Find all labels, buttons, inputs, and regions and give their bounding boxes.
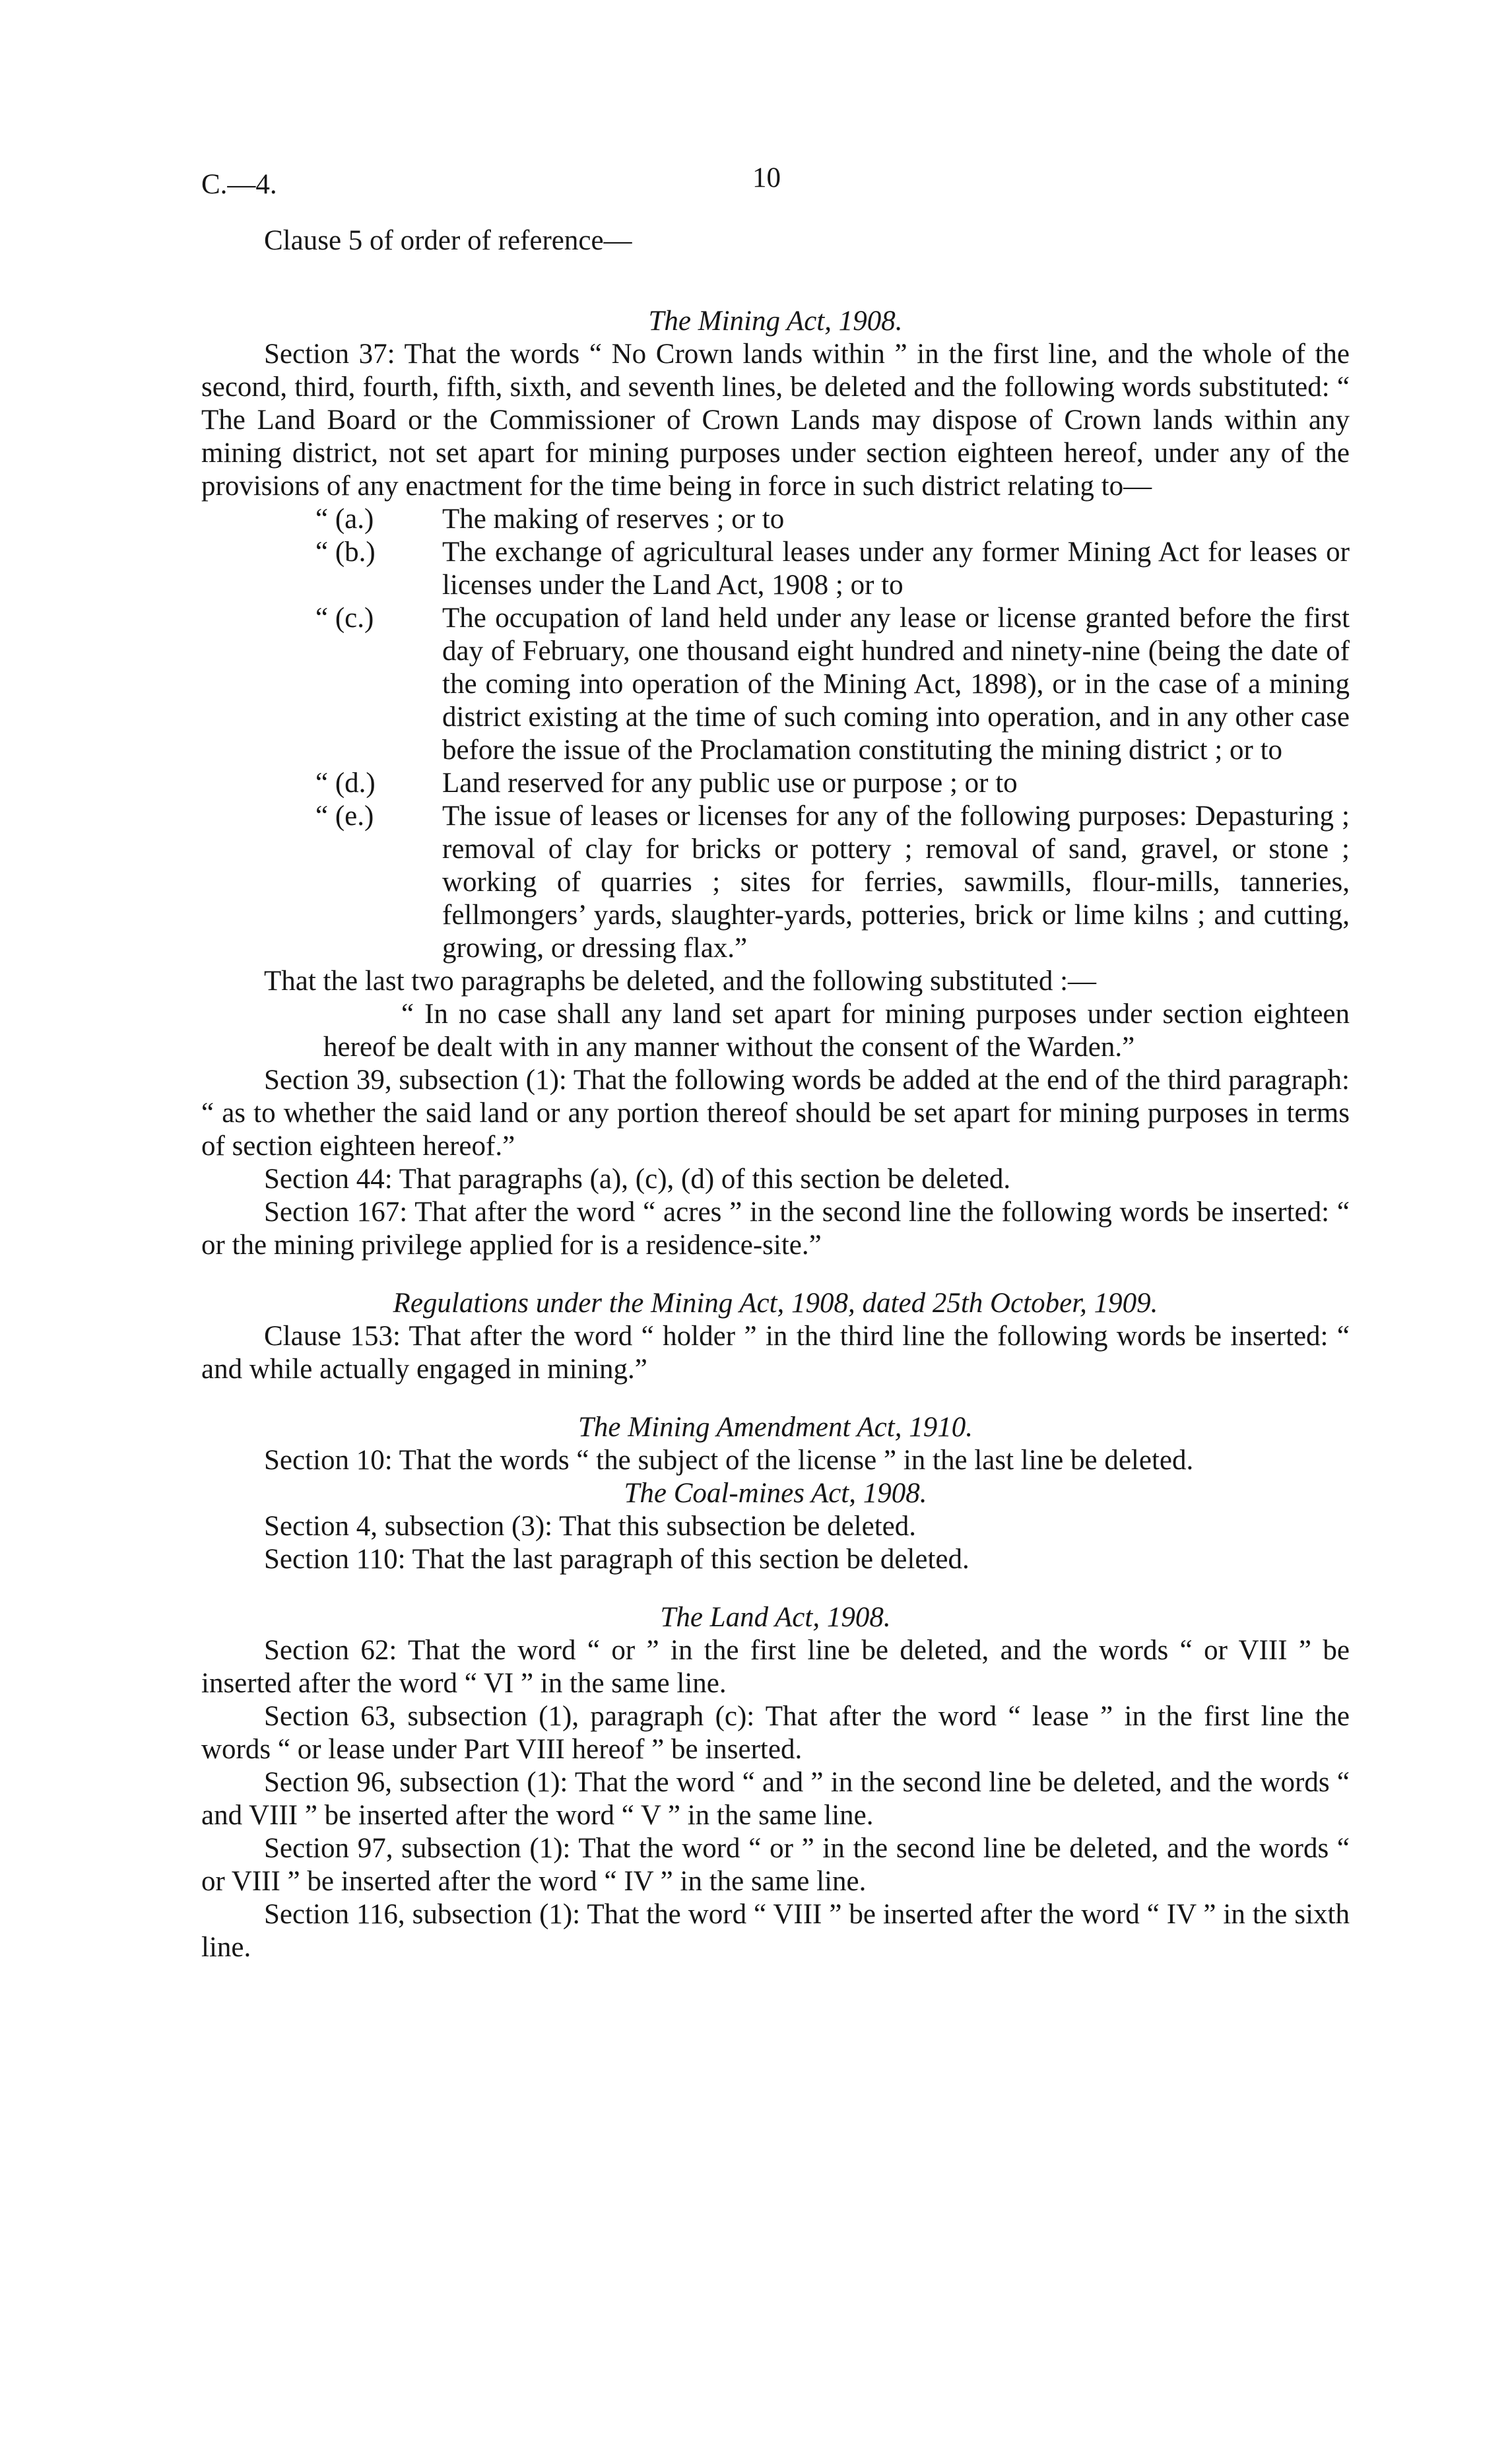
item-label: “ (a.)	[315, 504, 374, 535]
item-label: “ (c.)	[315, 603, 374, 634]
section-44: Section 44: That paragraphs (a), (c), (d) of this section be deleted.	[264, 1164, 1011, 1195]
section-96: Section 96, subsection (1): That the word “ and ” in the second line be deleted, and the words “ and VIII ” be inserted after the word “ V ” in the same line.	[201, 1767, 1350, 1831]
section-110: Section 110: That the last paragraph of this section be deleted.	[264, 1544, 970, 1575]
clause-153: Clause 153: That after the word “ holder ” in the third line the following words be inserted: “ and while actually engaged in mining.”	[201, 1321, 1350, 1385]
page-number: 10	[752, 162, 781, 193]
list-item	[201, 503, 1350, 536]
heading-mining-act: The Mining Act, 1908.	[648, 306, 903, 337]
section-167: Section 167: That after the word “ acres ” in the second line the following words be inserted: “ or the mining privilege applied for is a residence-site.”	[201, 1197, 1350, 1261]
list-item	[201, 602, 1350, 767]
clause-intro: Clause 5 of order of reference—	[264, 225, 632, 256]
item-label: “ (d.)	[315, 768, 376, 799]
provision-list	[201, 503, 1350, 965]
list-item	[201, 800, 1350, 965]
item-label: “ (e.)	[315, 801, 374, 832]
list-item	[201, 767, 1350, 800]
section-97: Section 97, subsection (1): That the word “ or ” in the second line be deleted, and the words “ or VIII ” be inserted after the word “ IV ” in the same line.	[201, 1833, 1350, 1897]
item-text: The exchange of agricultural leases under any former Mining Act for leases or licenses under the Land Act, 1908 ; or to	[442, 537, 1350, 601]
section-10: Section 10: That the words “ the subject of the license ” in the last line be deleted.	[264, 1445, 1194, 1476]
item-label: “ (b.)	[315, 537, 376, 568]
section-62: Section 62: That the word “ or ” in the first line be deleted, and the words “ or VIII ” be inserted after the word “ VI ” in the same line.	[201, 1635, 1350, 1699]
page-body	[201, 158, 1350, 1964]
substituted-quote: “ In no case shall any land set apart for mining purposes under section eighteen hereof be dealt with in any manner without the consent of the Warden.”	[323, 999, 1350, 1063]
last-two-paragraphs: That the last two paragraphs be deleted, and the following substituted :—	[264, 966, 1097, 997]
heading-coal-mines: The Coal-mines Act, 1908.	[624, 1478, 927, 1509]
list-item	[201, 536, 1350, 602]
item-text: The occupation of land held under any lease or license granted before the first day of February, one thousand eight hundred and ninety-nine (being the date of the coming into operation of the Mining Act, 1898), or in the case of a mining district existing at the time of such coming into operation, and in any other case before the issue of the Proclamation constituting the mining district ; or to	[442, 603, 1350, 766]
section-63: Section 63, subsection (1), paragraph (c): That after the word “ lease ” in the first line the words “ or lease under Part VIII hereof ” be inserted.	[201, 1701, 1350, 1765]
section-4: Section 4, subsection (3): That this subsection be deleted.	[264, 1511, 917, 1542]
item-text: The making of reserves ; or to	[442, 504, 785, 535]
section-39: Section 39, subsection (1): That the following words be added at the end of the third paragraph: “ as to whether the said land or any portion thereof should be set apart for mining purposes in terms of section eighteen hereof.”	[201, 1065, 1350, 1162]
section-37: Section 37: That the words “ No Crown lands within ” in the first line, and the whole of the second, third, fourth, fifth, sixth, and seventh lines, be deleted and the following words substituted: “ The Land Board or the Commissioner of Crown Lands may dispose of Crown lands within any mining district, not set apart for mining purposes under section eighteen hereof, under any of the provisions of any enactment for the time being in force in such district relating to—	[201, 339, 1350, 502]
heading-mining-amendment: The Mining Amendment Act, 1910.	[578, 1412, 973, 1443]
heading-regulations: Regulations under the Mining Act, 1908, dated 25th October, 1909.	[393, 1288, 1158, 1319]
item-text: The issue of leases or licenses for any of the following purposes: Depasturing ; removal of clay for bricks or pottery ; removal of sand, gravel, or stone ; working of quarries ; sites for ferries, sawmills, flour-mills, tanneries, fellmongers’ yards, slaughter-yards, potteries, brick or lime kilns ; and cutting, growing, or dressing flax.”	[442, 801, 1350, 964]
heading-land-act: The Land Act, 1908.	[660, 1602, 891, 1633]
section-116: Section 116, subsection (1): That the word “ VIII ” be inserted after the word “ IV ” in the sixth line.	[201, 1899, 1350, 1963]
document-reference: C.—4.	[201, 169, 277, 200]
item-text: Land reserved for any public use or purpose ; or to	[442, 768, 1018, 799]
